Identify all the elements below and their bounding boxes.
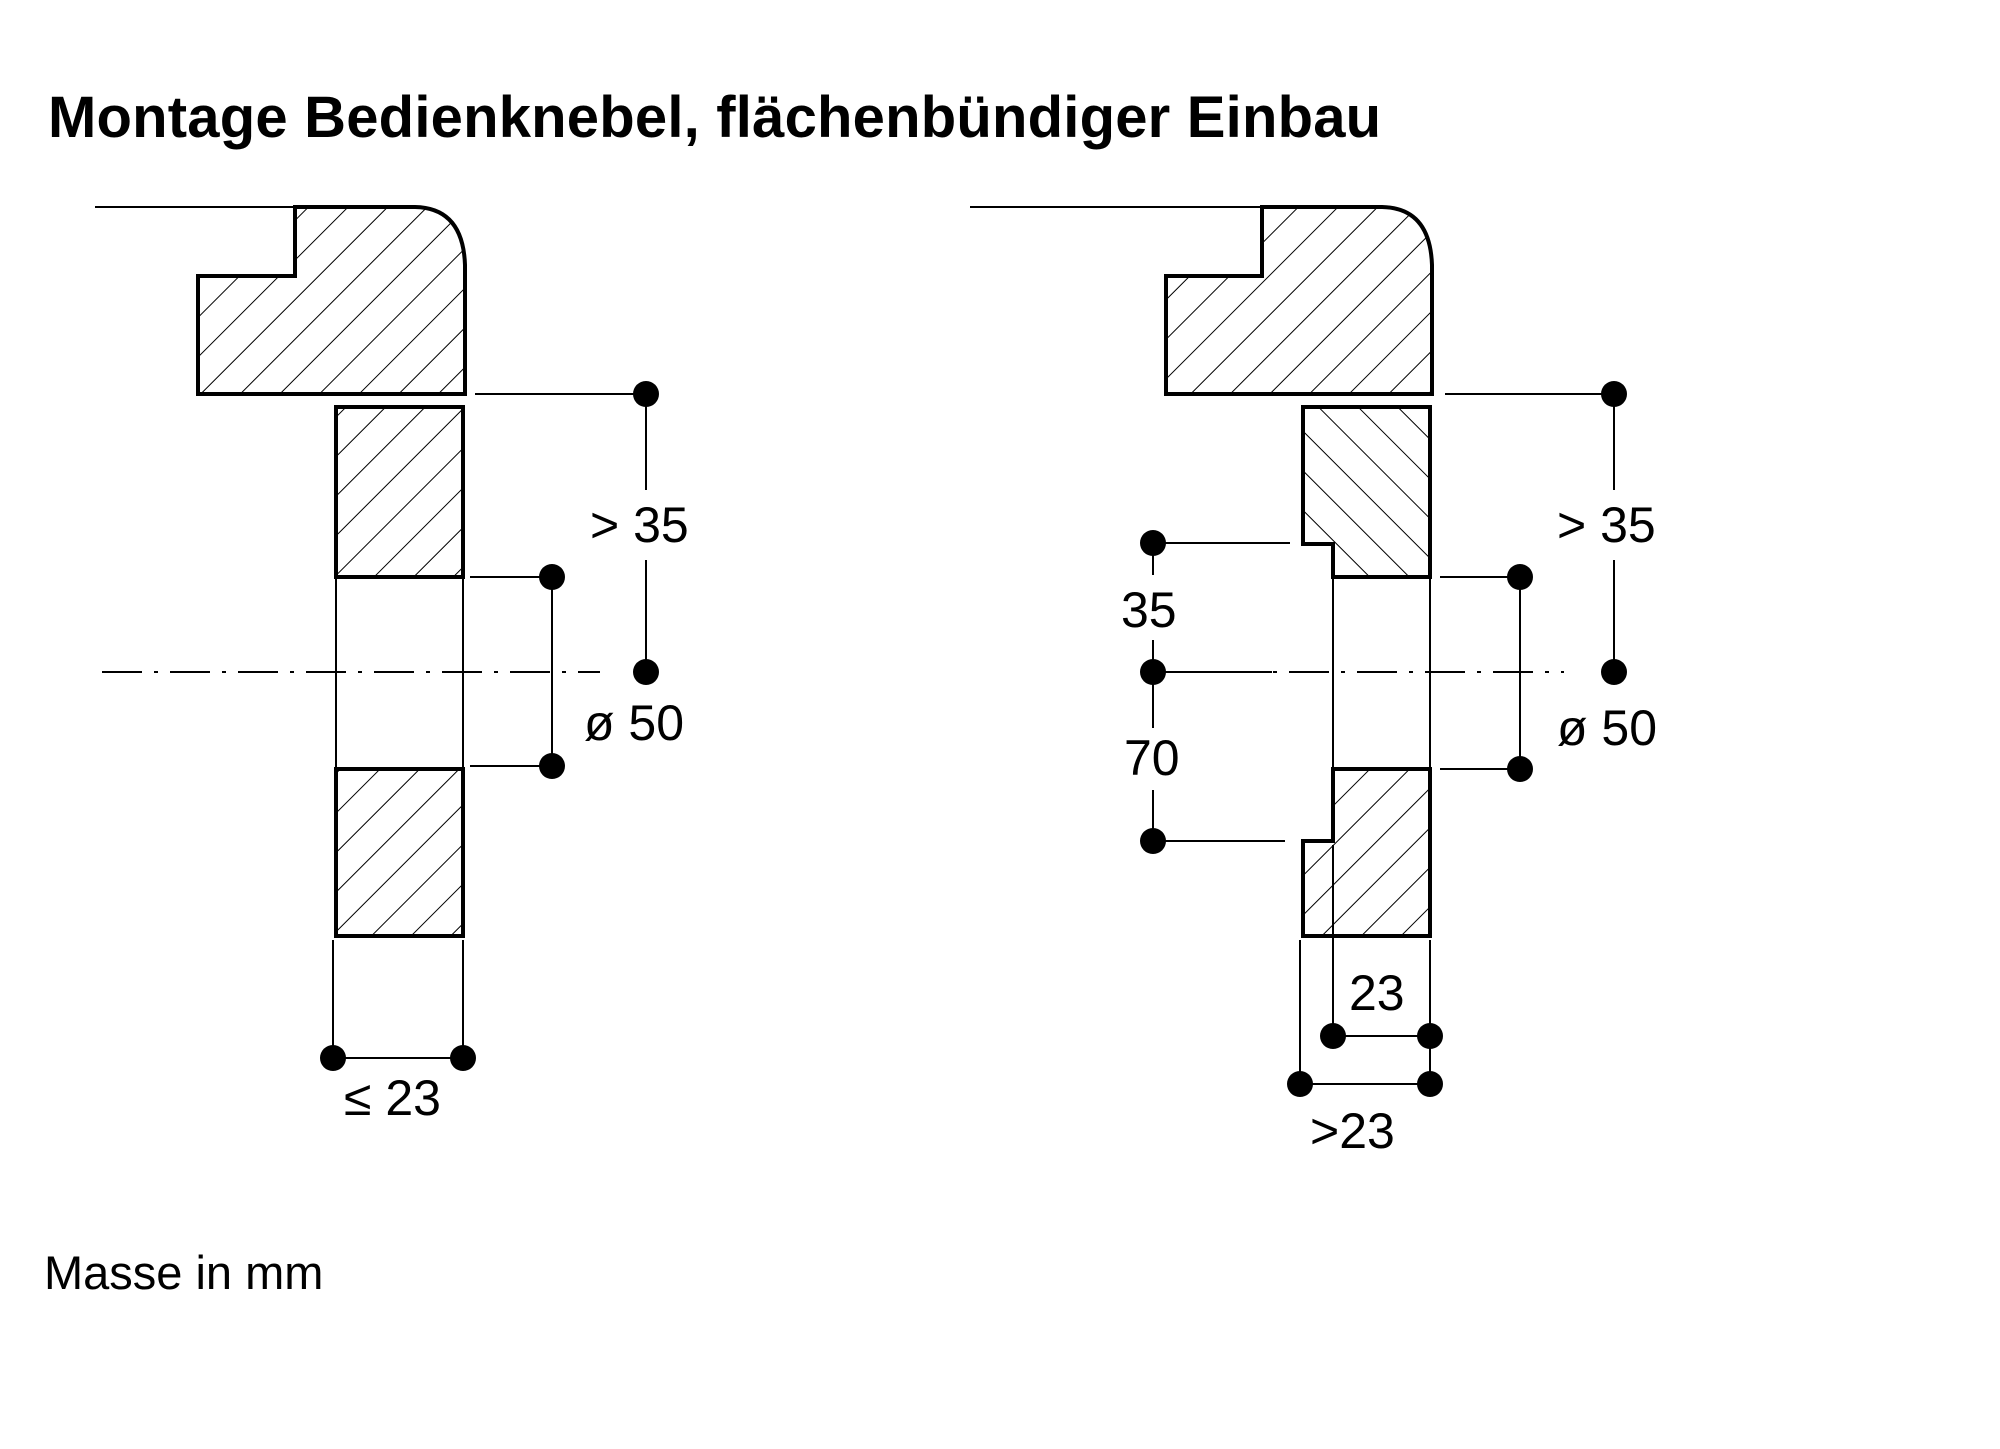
dim-height-label: > 35 <box>590 497 689 553</box>
dimension-point <box>1140 828 1166 854</box>
dim-upper-offset-label: 35 <box>1121 582 1177 638</box>
dimension-point <box>450 1045 476 1071</box>
dim-diameter-label: ø 50 <box>1557 700 1658 756</box>
dimension-point <box>539 753 565 779</box>
dimension-point <box>633 381 659 407</box>
dimension-point <box>1320 1023 1346 1049</box>
dimension-point <box>1417 1023 1443 1049</box>
dim-thickness-label: ≤ 23 <box>344 1070 441 1126</box>
dim-thickness-label: >23 <box>1310 1103 1395 1159</box>
units-note: Masse in mm <box>44 1246 324 1299</box>
knob-cap <box>198 207 465 394</box>
dimension-point <box>1140 530 1166 556</box>
dimension-point <box>320 1045 346 1071</box>
panel-upper-section <box>1303 407 1430 577</box>
dimension-point <box>1507 756 1533 782</box>
panel-upper-section <box>336 407 463 577</box>
panel-lower-section <box>1303 769 1430 936</box>
dimension-point <box>539 564 565 590</box>
dimension-point <box>1140 659 1166 685</box>
panel-lower-section <box>336 769 463 936</box>
dimension-point <box>1417 1071 1443 1097</box>
dim-inner-thickness-label: 23 <box>1349 965 1405 1021</box>
dimension-point <box>1287 1071 1313 1097</box>
dim-diameter-label: ø 50 <box>584 695 685 751</box>
dimension-point <box>1601 659 1627 685</box>
page-title: Montage Bedienknebel, flächenbündiger Einbau <box>48 85 1382 150</box>
right-figure <box>970 207 1657 1159</box>
dim-lower-offset-label: 70 <box>1124 730 1180 786</box>
dimension-point <box>1507 564 1533 590</box>
left-figure <box>95 207 689 1126</box>
knob-cap <box>1166 207 1432 394</box>
dimension-point <box>1601 381 1627 407</box>
dimension-point <box>633 659 659 685</box>
dim-height-label: > 35 <box>1557 497 1656 553</box>
